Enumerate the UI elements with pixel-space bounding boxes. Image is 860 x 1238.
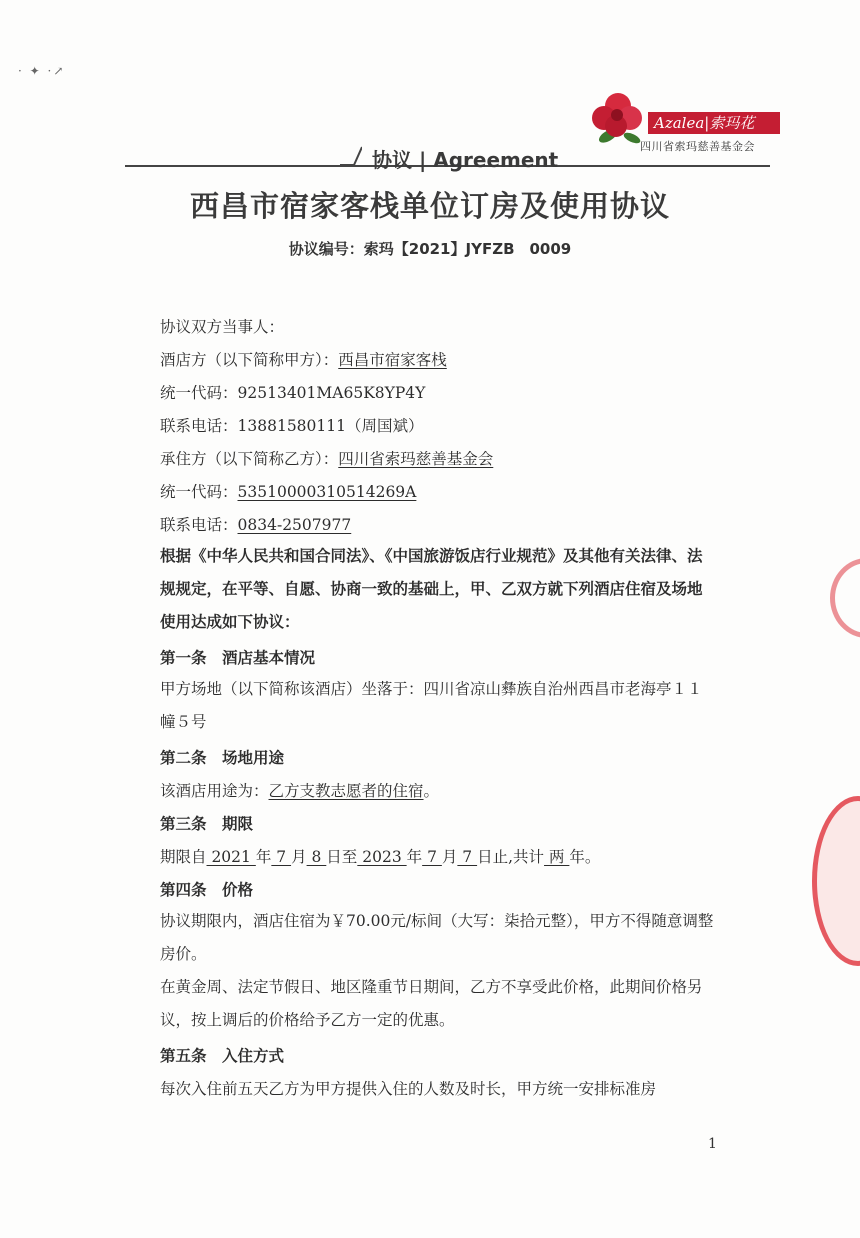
hotel-party-label: 酒店方（以下简称甲方）： bbox=[160, 351, 339, 369]
hotel-code-line bbox=[160, 381, 425, 403]
hotel-code-label: 统一代码： bbox=[160, 384, 238, 402]
term-text: 月 bbox=[291, 848, 307, 866]
foundation-logo bbox=[588, 88, 788, 160]
article-4-title: 第四条 价格 bbox=[160, 881, 254, 899]
article-2-title: 第二条 场地用途 bbox=[160, 749, 285, 767]
term-text: 日止,共计 bbox=[477, 848, 545, 866]
guest-phone-value: 0834-2507977 bbox=[237, 516, 352, 534]
term-end-year: 2023 bbox=[357, 848, 407, 866]
guest-code-line bbox=[160, 480, 416, 502]
article-1-title: 第一条 酒店基本情况 bbox=[160, 649, 316, 667]
article-4-text-2: 在黄金周、法定节假日、地区隆重节日期间，乙方不享受此价格，此期间价格另议，按上调后的价格给予乙方一定的优惠。 bbox=[160, 978, 703, 1029]
hotel-phone-value: 13881580111（周国斌） bbox=[237, 417, 424, 435]
article-3-term bbox=[160, 845, 600, 867]
term-text: 年 bbox=[406, 848, 423, 866]
document-number: 协议编号：索玛【2021】JYFZB 0009 bbox=[288, 240, 572, 258]
guest-phone-label: 联系电话： bbox=[160, 516, 238, 534]
article-1-text: 甲方场地（以下简称该酒店）坐落于：四川省凉山彝族自治州西昌市老海亭１１幢５号 bbox=[160, 680, 703, 731]
guest-party-label: 承住方（以下简称乙方）： bbox=[160, 450, 339, 468]
guest-party-name: 四川省索玛慈善基金会 bbox=[338, 450, 494, 468]
term-end-day: 7 bbox=[457, 848, 478, 866]
article-5-title: 第五条 入住方式 bbox=[160, 1047, 285, 1065]
term-text: 期限自 bbox=[160, 848, 207, 866]
term-start-day: 8 bbox=[306, 848, 327, 866]
article-3-title: 第三条 期限 bbox=[160, 815, 254, 833]
header-tab-shape bbox=[340, 145, 362, 167]
article-5-text: 每次入住前五天乙方为甲方提供入住的人数及时长，甲方统一安排标准房 bbox=[160, 1080, 657, 1098]
hotel-phone-line bbox=[160, 414, 424, 436]
parties-heading: 协议双方当事人： bbox=[160, 318, 285, 336]
hotel-party-name: 西昌市宿家客栈 bbox=[338, 351, 447, 369]
guest-code-label: 统一代码： bbox=[160, 483, 238, 501]
guest-code-value: 53510000310514269A bbox=[237, 483, 417, 501]
article-2-text bbox=[160, 779, 439, 801]
header-label: 协议 | Agreement bbox=[372, 148, 559, 172]
term-text: 年。 bbox=[569, 848, 601, 866]
preamble-paragraph: 根据《中华人民共和国合同法》、《中国旅游饭店行业规范》及其他有关法律、法规规定，在平等、自愿、协商一致的基础上，甲、乙双方就下列酒店住宿及场地使用达成如下协议： bbox=[160, 547, 703, 631]
page-number: 1 bbox=[708, 1136, 717, 1152]
term-total-years: 两 bbox=[544, 848, 570, 866]
term-text: 日至 bbox=[326, 848, 358, 866]
guest-phone-line bbox=[160, 513, 351, 535]
term-text: 月 bbox=[441, 848, 458, 866]
article-2-prefix: 该酒店用途为： bbox=[160, 782, 269, 800]
article-2-suffix: 。 bbox=[423, 782, 440, 800]
article-4-text-1: 协议期限内，酒店住宿为￥70.00元/标间（大写：柒拾元整），甲方不得随意调整房价。 bbox=[160, 912, 714, 963]
hotel-code-value: 92513401MA65K8YP4Y bbox=[237, 384, 426, 402]
term-text: 年 bbox=[255, 848, 272, 866]
logo-subtitle: 四川省索玛慈善基金会 bbox=[640, 140, 755, 153]
article-2-usage: 乙方支教志愿者的住宿 bbox=[268, 782, 424, 800]
hotel-party-line bbox=[160, 348, 447, 370]
term-start-year: 2021 bbox=[206, 848, 256, 866]
document-title: 西昌市宿家客栈单位订房及使用协议 bbox=[189, 189, 670, 223]
logo-banner: Azalea|索玛花 bbox=[648, 112, 780, 134]
scan-mark: · ✦ ·↗ bbox=[18, 64, 66, 78]
seal-stamp bbox=[812, 796, 860, 966]
term-start-month: 7 bbox=[271, 848, 292, 866]
guest-party-line bbox=[160, 447, 493, 469]
hotel-phone-label: 联系电话： bbox=[160, 417, 238, 435]
seal-edge-stamp bbox=[830, 558, 860, 638]
term-end-month: 7 bbox=[422, 848, 442, 866]
